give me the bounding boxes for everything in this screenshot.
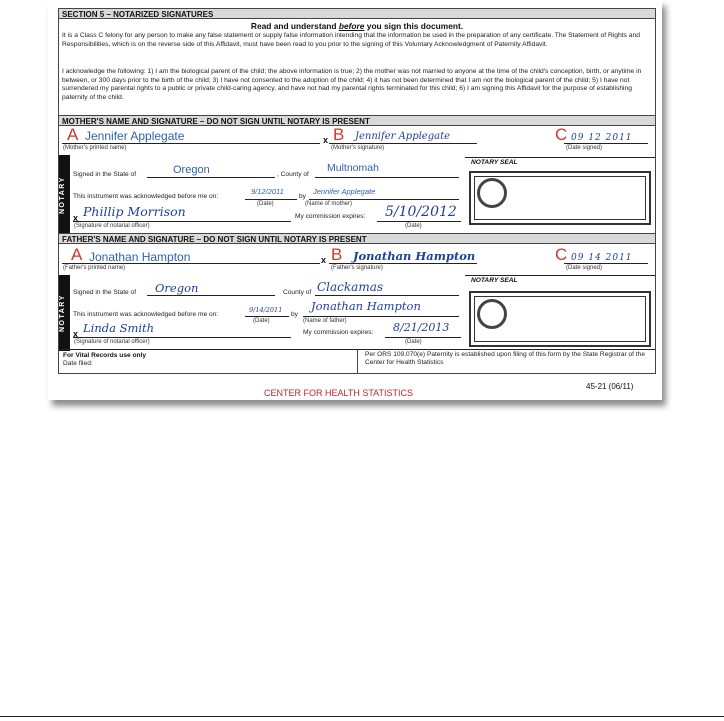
mother-state-label: Signed in the State of (73, 171, 137, 178)
mother-notary-seal-label: NOTARY SEAL (471, 159, 518, 166)
father-county: Clackamas (317, 280, 384, 294)
father-date-label: (Date) (253, 318, 270, 324)
father-commission-date: 8/21/2013 (393, 321, 450, 334)
section-title: SECTION 5 – NOTARIZED SIGNATURES (59, 8, 655, 19)
read-notice-post: you sign this document. (364, 21, 464, 31)
mother-section-header: MOTHER'S NAME AND SIGNATURE – DO NOT SIGN UNTIL NOTARY IS PRESENT (59, 115, 655, 126)
vital-records-label: For Vital Records use only (63, 352, 147, 359)
father-state: Oregon (155, 281, 199, 295)
father-notary-seal-label: NOTARY SEAL (471, 277, 518, 284)
father-state-label: Signed in the State of (73, 289, 137, 296)
center-for-health-statistics: CENTER FOR HEALTH STATISTICS (264, 388, 414, 398)
mother-notary-side-label: NOTARY (59, 155, 70, 235)
affidavit-page (48, 0, 662, 400)
mother-ack-name: Jennifer Applegate (313, 187, 376, 196)
mother-ack-date: 9/12/2011 (251, 187, 284, 196)
father-signature-line (329, 263, 477, 264)
felony-paragraph: It is a Class C felony for any person to make any false statement or supply false information intending that the information be used in the preparation of any certificate. The Statement of Rights and Responsibilities, which is on the reverse side of this Affidavit, must have been read to you prior to the signing of this Voluntary Acknowledgment of Paternity Affidavit. (62, 32, 640, 48)
mother-signature: Jennifer Applegate (355, 131, 451, 142)
father-date-signed: 09 14 2011 (571, 253, 633, 263)
father-marker-a: A (71, 245, 83, 264)
mother-seal-top-rule (465, 157, 655, 158)
father-county-line (315, 295, 459, 296)
father-ack-date: 9/14/2011 (249, 306, 283, 314)
mother-notary-signature: Phillip Morrison (83, 204, 186, 219)
date-filed-label: Date filed: (63, 360, 93, 367)
father-commission-label: My commission expires: (303, 329, 374, 336)
mother-ack-label: This instrument was acknowledged before me on: (73, 193, 219, 200)
mother-county-label: , County of (277, 171, 309, 178)
section-5-frame (58, 8, 656, 374)
mother-county: Multnomah (327, 162, 379, 174)
father-notary-signature: Linda Smith (83, 321, 155, 335)
father-marker-b: B (331, 245, 343, 264)
father-name-of-label: (Name of father) (303, 318, 347, 324)
mother-seal-circle (477, 178, 507, 208)
father-signature: Jonathan Hampton (353, 249, 476, 263)
father-notary-side-label: NOTARY (59, 275, 70, 351)
mother-printed-name-label: (Mother's printed name) (63, 145, 127, 151)
father-ack-name: Jonathan Hampton (311, 299, 421, 313)
father-date-line (564, 263, 648, 264)
father-printed-name-label: (Father's printed name) (63, 265, 126, 271)
father-section-header: FATHER'S NAME AND SIGNATURE – DO NOT SIGN UNTIL NOTARY IS PRESENT (59, 233, 655, 244)
father-commission-line (385, 337, 461, 338)
mother-signature-line (329, 143, 477, 144)
father-county-label: County of (283, 289, 312, 296)
mother-date-label: (Date) (257, 201, 274, 207)
mother-ack-date-line (245, 199, 297, 200)
mother-commission-date: 5/10/2012 (385, 204, 457, 220)
mother-printed-name-line (62, 143, 320, 144)
father-seal-circle (477, 299, 507, 329)
bottom-rule (0, 716, 724, 717)
mother-signature-label: (Mother's signature) (331, 145, 385, 151)
father-seal-top-rule (465, 275, 655, 276)
father-signature-label: (Father's signature) (331, 265, 383, 271)
form-number: 45-21 (06/11) (586, 382, 634, 391)
mother-ack-name-line (309, 199, 459, 200)
father-x-mark: x (321, 255, 327, 265)
father-state-line (147, 295, 275, 296)
mother-commission-date-label: (Date) (405, 223, 422, 229)
mother-commission-line (377, 221, 461, 222)
acknowledge-paragraph: I acknowledge the following: 1) I am the biological parent of the child; the above information is true; 2) the mother was not married to anyone at the time of the child's conception, birth, or anytime in between, or 300 days prior to the birth of the child; 3) I have not consented to the adoption of the child; 4) it has not been determined that I am not the biological parent of the child; 5) I have not surrendered my parental rights to a public or private child-caring agency, and have not had my parental rights terminated for this child; 6) I am signing this Affidavit for the purpose of establishing paternity of the child. (62, 68, 642, 101)
father-ack-label: This instrument was acknowledged before me on: (73, 311, 219, 318)
mother-marker-b: B (333, 125, 345, 144)
father-notary-x-mark: x (73, 329, 79, 339)
father-printed-name-line (62, 263, 320, 264)
father-printed-name: Jonathan Hampton (89, 250, 191, 264)
mother-commission-label: My commission expires: (295, 213, 366, 220)
mother-x-mark: x (323, 135, 329, 145)
footer-divider (357, 349, 358, 373)
father-by-label: by (291, 311, 298, 318)
mother-marker-c: C (555, 125, 568, 144)
father-ack-date-line (245, 316, 289, 317)
father-notary-signature-line (73, 337, 291, 338)
mother-notary-sig-label: (Signature of notarial officer) (74, 223, 150, 229)
mother-date-signed-label: (Date signed) (566, 145, 603, 151)
mother-name-of-label: (Name of mother) (305, 201, 353, 207)
mother-by-label: by (299, 193, 306, 200)
mother-notary-seal-box (469, 171, 651, 225)
mother-printed-name: Jennifer Applegate (85, 129, 185, 143)
mother-county-line (315, 177, 459, 178)
mother-state-line (147, 177, 275, 178)
read-notice-pre: Read and understand (250, 21, 339, 31)
father-notary-seal-box (469, 291, 651, 347)
father-notary-sig-label: (Signature of notarial officer) (74, 339, 150, 345)
father-marker-c: C (555, 245, 568, 264)
father-date-signed-label: (Date signed) (566, 265, 603, 271)
father-ack-name-line (303, 316, 459, 317)
mother-date-line (564, 143, 648, 144)
mother-notary-signature-line (73, 221, 291, 222)
read-notice-emphasis: before (338, 21, 365, 31)
mother-date-signed: 09 12 2011 (571, 133, 633, 143)
mother-state: Oregon (173, 164, 210, 176)
mother-marker-a: A (67, 125, 79, 144)
ors-text: Per ORS 109.070(e) Paternity is established upon filing of this form by the State Registrar of the Center for Health Statistics (365, 351, 646, 366)
mother-notary-x-mark: x (73, 213, 79, 223)
father-commission-date-label: (Date) (405, 339, 422, 345)
read-notice (59, 21, 655, 31)
